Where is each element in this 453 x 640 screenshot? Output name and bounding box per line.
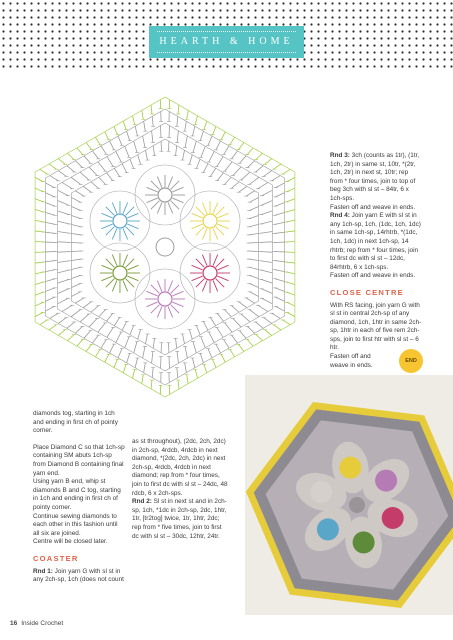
section-title: HEARTH & HOME bbox=[159, 36, 294, 47]
paragraph: Fasten off and weave in ends. bbox=[330, 203, 416, 211]
round-label: Rnd 1: bbox=[33, 567, 53, 575]
round-label: Rnd 4: bbox=[330, 212, 350, 220]
paragraph: Fasten off and weave in ends. bbox=[330, 353, 373, 369]
paragraph: Fasten off and weave in ends. bbox=[330, 272, 416, 280]
paragraph: as st throughout), (2dc, 2ch, 2dc) in 2ch-sp, 4rdcb, 4rdcb in next diamond, *(2dc, 2ch, 2dc) in next 2ch-sp, 4rdcb, 4rdcb in next diamond; rep from * four times, join to first dc with sl st – 24dc, 48 rdcb, 6 x 2ch-sps. bbox=[132, 438, 228, 497]
section-banner bbox=[149, 26, 304, 58]
magazine-name: Inside Crochet bbox=[21, 620, 64, 627]
paragraph: Using yarn B end, whip st diamonds B and C tog, starting in 1ch and ending in first ch of pointy corner. bbox=[33, 478, 121, 511]
round-label: Rnd 3: bbox=[330, 152, 350, 159]
crochet-chart-diagram bbox=[0, 95, 340, 405]
text-column-1 bbox=[33, 410, 125, 593]
round-text: Join yarn G with sl st in any 2ch-sp, 1ch (does not count bbox=[33, 567, 124, 584]
paragraph: With RS facing, join yarn G with sl st in central 2ch-sp of any diamond, 1ch, 1htr in same 2ch-sp, 1htr in each of five rem 2ch-sps, join to first htr with sl st – 6 htr. bbox=[330, 301, 422, 352]
paragraph: diamonds tog, starting in 1ch and ending in first ch of pointy corner. bbox=[33, 410, 118, 435]
page-number: 16 bbox=[10, 620, 18, 627]
round-text: Sl st in next st and in 2ch-sp, 1ch, *1dc in 2ch-sp, 2dc, 1htr, 1tr, [tr2tog] twice, 1tr, 1htr, 2dc; rep from * five times, join to first dc with sl st – 30dc, 12htr, 24tr. bbox=[132, 498, 227, 540]
round-text: Join yarn E with sl st in any 1ch-sp, 1ch, (1dc, 1ch, 1dc) in same 1ch-sp, 14rhtrb, *(1dc, 1ch, 1dc) in next 1ch-sp, 14 rhtrb; rep from * four times, join to first dc with sl st – 12dc, 84rhtrb, 6 x 1ch-sps. bbox=[330, 212, 421, 271]
paragraph: Continue sewing diamonds to each other in this fashion until all six are joined. bbox=[33, 512, 118, 537]
close-centre-heading: CLOSE CENTRE bbox=[330, 287, 404, 297]
page-footer bbox=[10, 620, 63, 627]
round-text: 3ch (counts as 1tr), (1tr, 1ch, 2tr) in same st, 10tr, *(2tr, 1ch, 2tr) in next st, 10tr; rep from * four times, join to top of beg 3ch with sl st – 84tr, 6 x 1ch-sps. bbox=[330, 152, 420, 202]
paragraph: Centre will be closed later. bbox=[33, 538, 108, 546]
coaster-photo bbox=[245, 375, 453, 615]
paragraph: Place Diamond C so that 1ch-sp containing SM abuts 1ch-sp from Diamond B containing final yarn end. bbox=[33, 443, 125, 477]
coaster-heading: COASTER bbox=[33, 553, 79, 563]
text-column-3 bbox=[330, 152, 422, 378]
end-badge: END bbox=[399, 349, 423, 373]
text-column-2 bbox=[132, 438, 230, 549]
round-label: Rnd 2: bbox=[132, 498, 152, 506]
